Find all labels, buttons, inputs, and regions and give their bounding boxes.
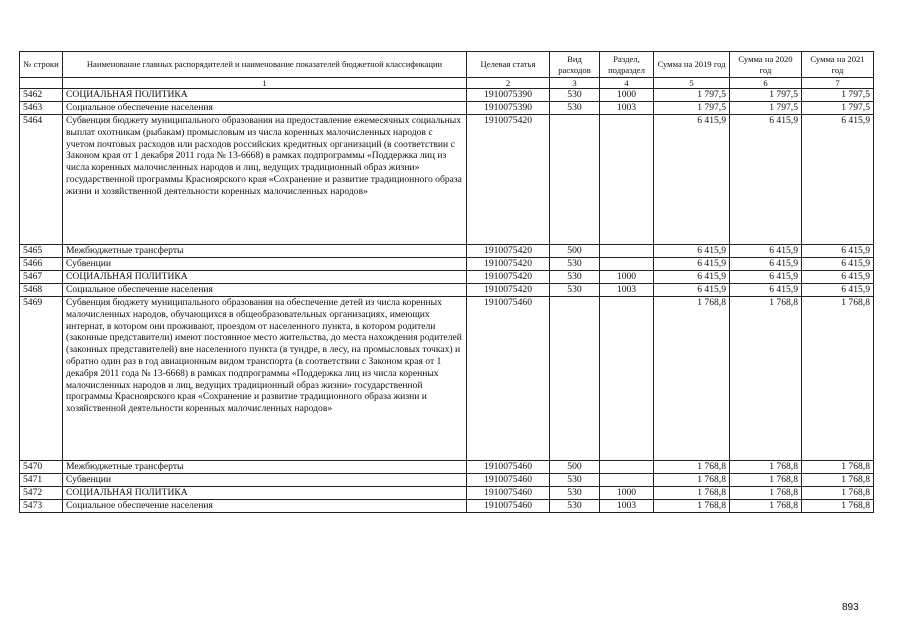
- row-sum-2021: 6 415,9: [802, 258, 874, 271]
- budget-table: [19, 51, 874, 513]
- row-sum-2020: 6 415,9: [730, 245, 802, 258]
- row-kind: [550, 297, 600, 461]
- row-kind: 530: [550, 284, 600, 297]
- row-sum-2019: 1 768,8: [654, 461, 730, 474]
- table-row: [20, 245, 874, 258]
- row-name: Субвенция бюджету муниципального образования на обеспечение детей из числа коренных малочисленных народов, обучающихся в общеобразовательных организациях, имеющих интернат, в котором они проживают, проездом от населенного пункта, в котором родители (законные представители) имеют постоянное место жительства, до места нахождения родителей (законных представителей) вне населенного пункта (в тундре, в лесу, на промысловых точках) и обратно один раз в год авиационным видом транспорта (в соответствии с Законом края от 1 декабря 2011 года № 13-6668) в рамках подпрограммы «Поддержка лиц из числа коренных малочисленных народов и лиц, ведущих традиционный образ жизни» государственной программы Красноярского края «Сохранение и развитие традиционного образа жизни и хозяйственной деятельности коренных малочисленных народов»: [63, 297, 467, 461]
- row-name: Социальное обеспечение населения: [63, 284, 467, 297]
- row-sum-2020: 1 768,8: [730, 461, 802, 474]
- table-row: [20, 258, 874, 271]
- row-section: [600, 474, 654, 487]
- row-section: 1003: [600, 284, 654, 297]
- column-number: 2: [467, 78, 550, 89]
- row-sum-2019: 6 415,9: [654, 245, 730, 258]
- table-row: [20, 474, 874, 487]
- row-name: Субвенции: [63, 258, 467, 271]
- row-sum-2020: 6 415,9: [730, 258, 802, 271]
- table-row: [20, 115, 874, 245]
- row-number: 5465: [20, 245, 63, 258]
- row-target: 1910075390: [467, 102, 550, 115]
- row-target: 1910075390: [467, 89, 550, 102]
- row-sum-2020: 1 768,8: [730, 500, 802, 513]
- column-number: 7: [802, 78, 874, 89]
- row-name: Субвенция бюджету муниципального образования на предоставление ежемесячных социальных выплат охотникам (рыбакам) промысловым из числа коренных малочисленных народов с учетом почтовых расходов или расходов российских кредитных организаций (в соответствии с Законом края от 1 декабря 2011 года № 13-6668) в рамках подпрограммы «Поддержка лиц из числа коренных малочисленных народов и лиц, ведущих традиционный образ жизни» государственной программы Красноярского края «Сохранение и развитие традиционного образа жизни и хозяйственной деятельности коренных малочисленных народов»: [63, 115, 467, 245]
- row-sum-2021: 1 768,8: [802, 297, 874, 461]
- header-sum-2019: Сумма на 2019 год: [654, 52, 730, 78]
- row-sum-2019: 1 768,8: [654, 500, 730, 513]
- table-row: [20, 487, 874, 500]
- row-sum-2020: 6 415,9: [730, 284, 802, 297]
- row-kind: 530: [550, 271, 600, 284]
- row-name: Межбюджетные трансферты: [63, 245, 467, 258]
- row-sum-2021: 1 768,8: [802, 461, 874, 474]
- row-sum-2021: 6 415,9: [802, 284, 874, 297]
- row-kind: 530: [550, 487, 600, 500]
- header-sum-2021: Сумма на 2021 год: [802, 52, 874, 78]
- row-sum-2020: 6 415,9: [730, 115, 802, 245]
- row-sum-2021: 1 797,5: [802, 102, 874, 115]
- row-section: 1000: [600, 271, 654, 284]
- row-number: 5463: [20, 102, 63, 115]
- row-target: 1910075460: [467, 500, 550, 513]
- row-target: 1910075460: [467, 297, 550, 461]
- row-target: 1910075420: [467, 258, 550, 271]
- table-row: [20, 284, 874, 297]
- table-row: [20, 297, 874, 461]
- row-kind: 530: [550, 474, 600, 487]
- row-number: 5466: [20, 258, 63, 271]
- row-section: 1000: [600, 89, 654, 102]
- page-number: 893: [842, 602, 859, 613]
- row-sum-2019: 6 415,9: [654, 258, 730, 271]
- row-sum-2021: 1 768,8: [802, 487, 874, 500]
- row-target: 1910075420: [467, 271, 550, 284]
- row-sum-2021: 1 797,5: [802, 89, 874, 102]
- row-section: 1003: [600, 102, 654, 115]
- row-sum-2019: 1 768,8: [654, 297, 730, 461]
- row-sum-2020: 1 768,8: [730, 487, 802, 500]
- row-sum-2020: 1 768,8: [730, 474, 802, 487]
- row-section: 1003: [600, 500, 654, 513]
- row-sum-2021: 1 768,8: [802, 500, 874, 513]
- row-sum-2019: 6 415,9: [654, 115, 730, 245]
- table-row: [20, 271, 874, 284]
- header-name: Наименование главных распорядителей и наименование показателей бюджетной классификации: [63, 52, 467, 78]
- row-section: [600, 461, 654, 474]
- row-kind: 500: [550, 245, 600, 258]
- row-number: 5470: [20, 461, 63, 474]
- row-name: Социальное обеспечение населения: [63, 102, 467, 115]
- header-row-no: № строки: [20, 52, 63, 78]
- row-sum-2021: 6 415,9: [802, 115, 874, 245]
- row-kind: [550, 115, 600, 245]
- row-kind: 500: [550, 461, 600, 474]
- row-name: СОЦИАЛЬНАЯ ПОЛИТИКА: [63, 487, 467, 500]
- row-name: Межбюджетные трансферты: [63, 461, 467, 474]
- row-kind: 530: [550, 89, 600, 102]
- row-sum-2019: 6 415,9: [654, 284, 730, 297]
- row-number: 5464: [20, 115, 63, 245]
- row-sum-2019: 6 415,9: [654, 271, 730, 284]
- row-number: 5469: [20, 297, 63, 461]
- header-target: Целевая статья: [467, 52, 550, 78]
- row-section: [600, 258, 654, 271]
- row-target: 1910075460: [467, 487, 550, 500]
- table-row: [20, 461, 874, 474]
- header-sum-2020: Сумма на 2020 год: [730, 52, 802, 78]
- row-sum-2020: 1 797,5: [730, 89, 802, 102]
- row-sum-2021: 6 415,9: [802, 245, 874, 258]
- row-section: [600, 245, 654, 258]
- row-number: 5468: [20, 284, 63, 297]
- row-name: СОЦИАЛЬНАЯ ПОЛИТИКА: [63, 271, 467, 284]
- column-number: 1: [63, 78, 467, 89]
- row-name: СОЦИАЛЬНАЯ ПОЛИТИКА: [63, 89, 467, 102]
- row-number: 5462: [20, 89, 63, 102]
- table-row: [20, 500, 874, 513]
- column-number: 6: [730, 78, 802, 89]
- column-number: 3: [550, 78, 600, 89]
- row-sum-2020: 1 797,5: [730, 102, 802, 115]
- row-sum-2019: 1 797,5: [654, 102, 730, 115]
- row-sum-2019: 1 797,5: [654, 89, 730, 102]
- row-number: 5472: [20, 487, 63, 500]
- column-number-blank: [20, 78, 63, 89]
- table-row: [20, 89, 874, 102]
- row-name: Субвенции: [63, 474, 467, 487]
- row-target: 1910075420: [467, 115, 550, 245]
- row-sum-2020: 1 768,8: [730, 297, 802, 461]
- row-section: 1000: [600, 487, 654, 500]
- header-row: [20, 52, 874, 78]
- row-target: 1910075420: [467, 245, 550, 258]
- row-sum-2019: 1 768,8: [654, 474, 730, 487]
- row-sum-2021: 6 415,9: [802, 271, 874, 284]
- header-section: Раздел, подраздел: [600, 52, 654, 78]
- table-row: [20, 102, 874, 115]
- row-target: 1910075460: [467, 474, 550, 487]
- column-number-row: [20, 78, 874, 89]
- row-target: 1910075420: [467, 284, 550, 297]
- row-sum-2019: 1 768,8: [654, 487, 730, 500]
- row-sum-2021: 1 768,8: [802, 474, 874, 487]
- row-sum-2020: 6 415,9: [730, 271, 802, 284]
- row-kind: 530: [550, 102, 600, 115]
- row-section: [600, 297, 654, 461]
- row-number: 5473: [20, 500, 63, 513]
- row-target: 1910075460: [467, 461, 550, 474]
- column-number: 5: [654, 78, 730, 89]
- row-name: Социальное обеспечение населения: [63, 500, 467, 513]
- column-number: 4: [600, 78, 654, 89]
- row-section: [600, 115, 654, 245]
- header-kind: Вид расходов: [550, 52, 600, 78]
- row-kind: 530: [550, 258, 600, 271]
- row-kind: 530: [550, 500, 600, 513]
- row-number: 5471: [20, 474, 63, 487]
- row-number: 5467: [20, 271, 63, 284]
